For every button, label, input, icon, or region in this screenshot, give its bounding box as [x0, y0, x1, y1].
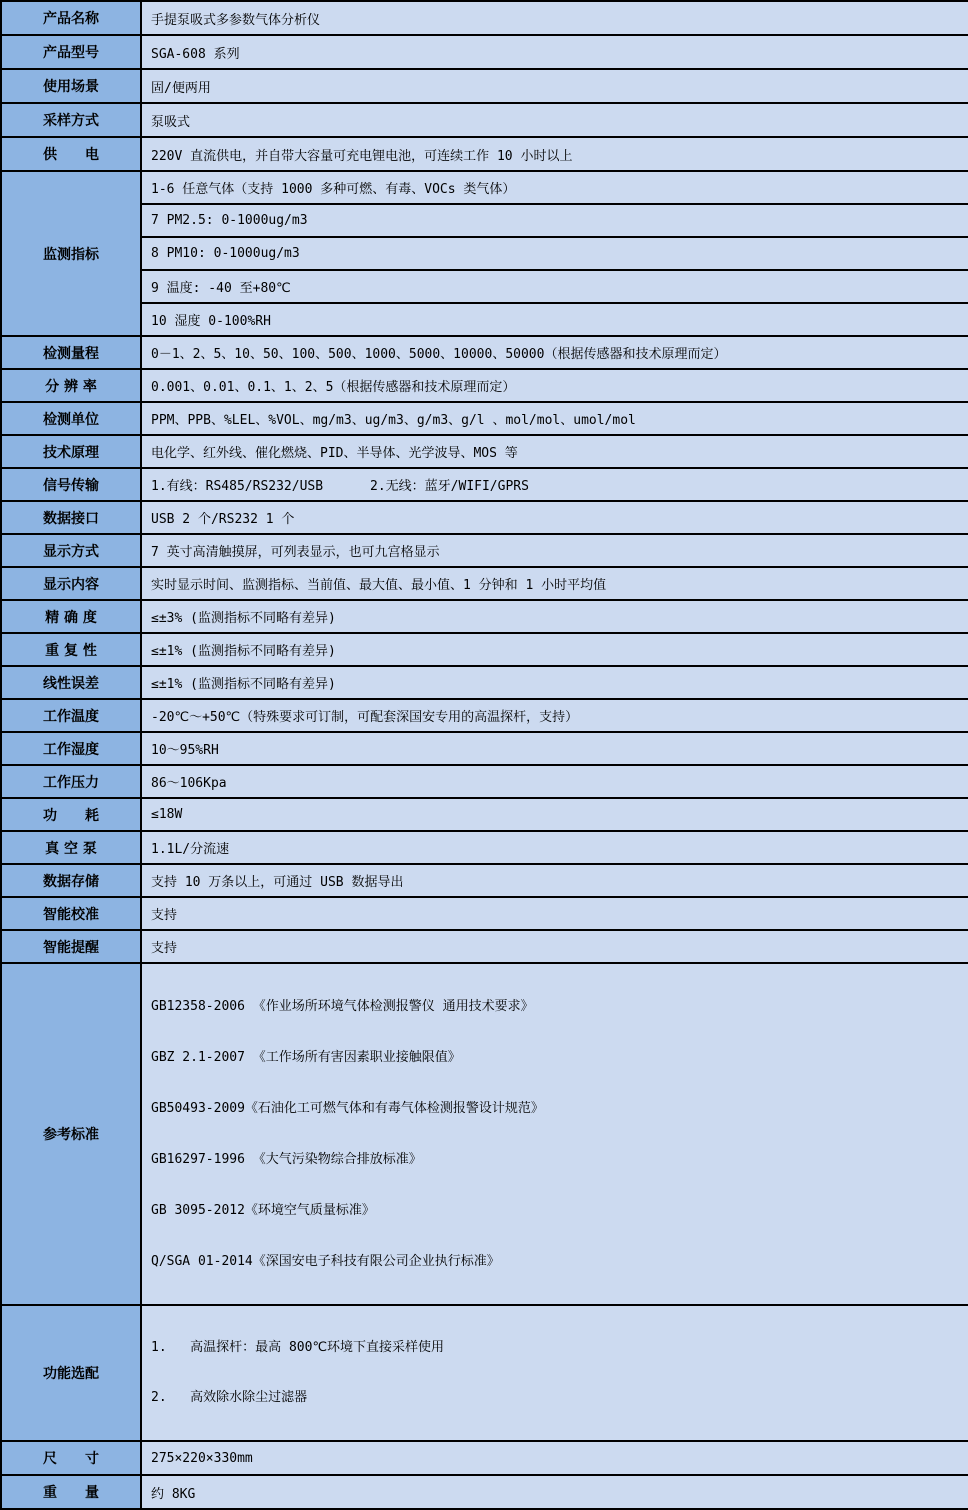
row-value-working-temp: -20℃～+50℃（特殊要求可订制，可配套深国安专用的高温探杆，支持）: [141, 699, 968, 732]
row-label-power-supply: 供 电: [1, 137, 141, 171]
table-row: [1, 336, 968, 369]
reference-standard-line: GB12358-2006 《作业场所环境气体检测报警仪 通用技术要求》: [151, 999, 534, 1014]
row-label-working-temp: 工作温度: [1, 699, 141, 732]
row-value-sampling-method: 泵吸式: [141, 103, 968, 137]
row-value-optional-features: [141, 1305, 968, 1441]
table-row: [1, 501, 968, 534]
table-row: [1, 468, 968, 501]
row-label-linearity-error: 线性误差: [1, 666, 141, 699]
row-label-signal-transmission: 信号传输: [1, 468, 141, 501]
row-label-usage-scene: 使用场景: [1, 69, 141, 103]
row-value-smart-calibration: 支持: [141, 897, 968, 930]
table-row: [1, 1475, 968, 1509]
table-row: [1, 798, 968, 831]
reference-standard-line: GB50493-2009《石油化工可燃气体和有毒气体检测报警设计规范》: [151, 1101, 544, 1116]
row-label-product-model: 产品型号: [1, 35, 141, 69]
row-value-smart-reminder: 支持: [141, 930, 968, 963]
table-row: [1, 864, 968, 897]
table-row: [1, 732, 968, 765]
row-label-power-consumption: 功 耗: [1, 798, 141, 831]
row-value-repeatability: ≤±1% (监测指标不同略有差异): [141, 633, 968, 666]
table-row: [1, 69, 968, 103]
row-label-detection-range: 检测量程: [1, 336, 141, 369]
monitor-indicator-item: 1-6 任意气体（支持 1000 多种可燃、有毒、VOCs 类气体）: [141, 171, 968, 204]
row-label-working-humidity: 工作湿度: [1, 732, 141, 765]
reference-standard-line: Q/SGA 01-2014《深国安电子科技有限公司企业执行标准》: [151, 1254, 500, 1269]
row-value-weight: 约 8KG: [141, 1475, 968, 1509]
row-value-vacuum-pump: 1.1L/分流速: [141, 831, 968, 864]
table-row: [1, 963, 968, 1305]
table-row: [1, 567, 968, 600]
reference-standard-line: GBZ 2.1-2007 《工作场所有害因素职业接触限值》: [151, 1050, 461, 1065]
table-row: [1, 103, 968, 137]
table-row: [1, 633, 968, 666]
row-label-dimensions: 尺 寸: [1, 1441, 141, 1475]
row-value-data-interface: USB 2 个/RS232 1 个: [141, 501, 968, 534]
row-value-working-pressure: 86～106Kpa: [141, 765, 968, 798]
table-row: [1, 270, 968, 303]
row-value-product-name: 手提泵吸式多参数气体分析仪: [141, 1, 968, 35]
table-row: [1, 534, 968, 567]
reference-standard-line: GB 3095-2012《环境空气质量标准》: [151, 1203, 375, 1218]
row-value-power-consumption: ≤18W: [141, 798, 968, 831]
row-value-dimensions: 275×220×330mm: [141, 1441, 968, 1475]
row-label-accuracy: 精 确 度: [1, 600, 141, 633]
row-value-signal-transmission: 1.有线：RS485/RS232/USB 2.无线：蓝牙/WIFI/GPRS: [141, 468, 968, 501]
row-value-usage-scene: 固/便两用: [141, 69, 968, 103]
row-label-product-name: 产品名称: [1, 1, 141, 35]
optional-feature-line: 1. 高温探杆：最高 800℃环境下直接采样使用: [151, 1340, 445, 1355]
table-row: [1, 699, 968, 732]
row-label-resolution: 分 辨 率: [1, 369, 141, 402]
table-row: [1, 35, 968, 69]
row-value-data-storage: 支持 10 万条以上，可通过 USB 数据导出: [141, 864, 968, 897]
row-label-detection-unit: 检测单位: [1, 402, 141, 435]
row-value-power-supply: 220V 直流供电，并自带大容量可充电锂电池，可连续工作 10 小时以上: [141, 137, 968, 171]
row-label-smart-reminder: 智能提醒: [1, 930, 141, 963]
row-label-data-storage: 数据存储: [1, 864, 141, 897]
table-row: [1, 1441, 968, 1475]
table-row: [1, 930, 968, 963]
table-row: [1, 831, 968, 864]
row-label-monitor-indicators: 监测指标: [1, 171, 141, 336]
row-value-working-humidity: 10～95%RH: [141, 732, 968, 765]
table-row: [1, 171, 968, 204]
table-row: [1, 303, 968, 336]
table-row: [1, 435, 968, 468]
row-label-reference-standards: 参考标准: [1, 963, 141, 1305]
table-row: [1, 237, 968, 270]
monitor-indicator-item: 9 温度: -40 至+80℃: [141, 270, 968, 303]
table-row: [1, 402, 968, 435]
row-label-tech-principle: 技术原理: [1, 435, 141, 468]
row-label-display-content: 显示内容: [1, 567, 141, 600]
optional-feature-line: 2. 高效除水除尘过滤器: [151, 1390, 308, 1405]
table-row: [1, 369, 968, 402]
row-label-sampling-method: 采样方式: [1, 103, 141, 137]
row-label-vacuum-pump: 真 空 泵: [1, 831, 141, 864]
row-value-accuracy: ≤±3% (监测指标不同略有差异): [141, 600, 968, 633]
table-row: [1, 204, 968, 237]
row-value-display-content: 实时显示时间、监测指标、当前值、最大值、最小值、1 分钟和 1 小时平均值: [141, 567, 968, 600]
row-label-display-mode: 显示方式: [1, 534, 141, 567]
row-value-linearity-error: ≤±1% (监测指标不同略有差异): [141, 666, 968, 699]
row-label-weight: 重 量: [1, 1475, 141, 1509]
table-row: [1, 897, 968, 930]
row-label-optional-features: 功能选配: [1, 1305, 141, 1441]
row-value-resolution: 0.001、0.01、0.1、1、2、5（根据传感器和技术原理而定）: [141, 369, 968, 402]
row-value-detection-range: 0－1、2、5、10、50、100、500、1000、5000、10000、50000（根据传感器和技术原理而定）: [141, 336, 968, 369]
monitor-indicator-item: 10 湿度 0-100%RH: [141, 303, 968, 336]
table-row: [1, 765, 968, 798]
row-value-product-model: SGA-608 系列: [141, 35, 968, 69]
monitor-indicator-item: 8 PM10: 0-1000ug/m3: [141, 237, 968, 270]
table-row: [1, 137, 968, 171]
row-label-data-interface: 数据接口: [1, 501, 141, 534]
table-row: [1, 600, 968, 633]
table-row: [1, 666, 968, 699]
monitor-indicator-item: 7 PM2.5: 0-1000ug/m3: [141, 204, 968, 237]
row-label-smart-calibration: 智能校准: [1, 897, 141, 930]
table-row: [1, 1305, 968, 1441]
row-value-tech-principle: 电化学、红外线、催化燃烧、PID、半导体、光学波导、MOS 等: [141, 435, 968, 468]
reference-standard-line: GB16297-1996 《大气污染物综合排放标准》: [151, 1152, 422, 1167]
row-label-repeatability: 重 复 性: [1, 633, 141, 666]
table-row: [1, 1, 968, 35]
row-value-display-mode: 7 英寸高清触摸屏，可列表显示，也可九宫格显示: [141, 534, 968, 567]
row-label-working-pressure: 工作压力: [1, 765, 141, 798]
row-value-detection-unit: PPM、PPB、%LEL、%VOL、mg/m3、ug/m3、g/m3、g/l 、mol/mol、umol/mol: [141, 402, 968, 435]
row-value-reference-standards: [141, 963, 968, 1305]
